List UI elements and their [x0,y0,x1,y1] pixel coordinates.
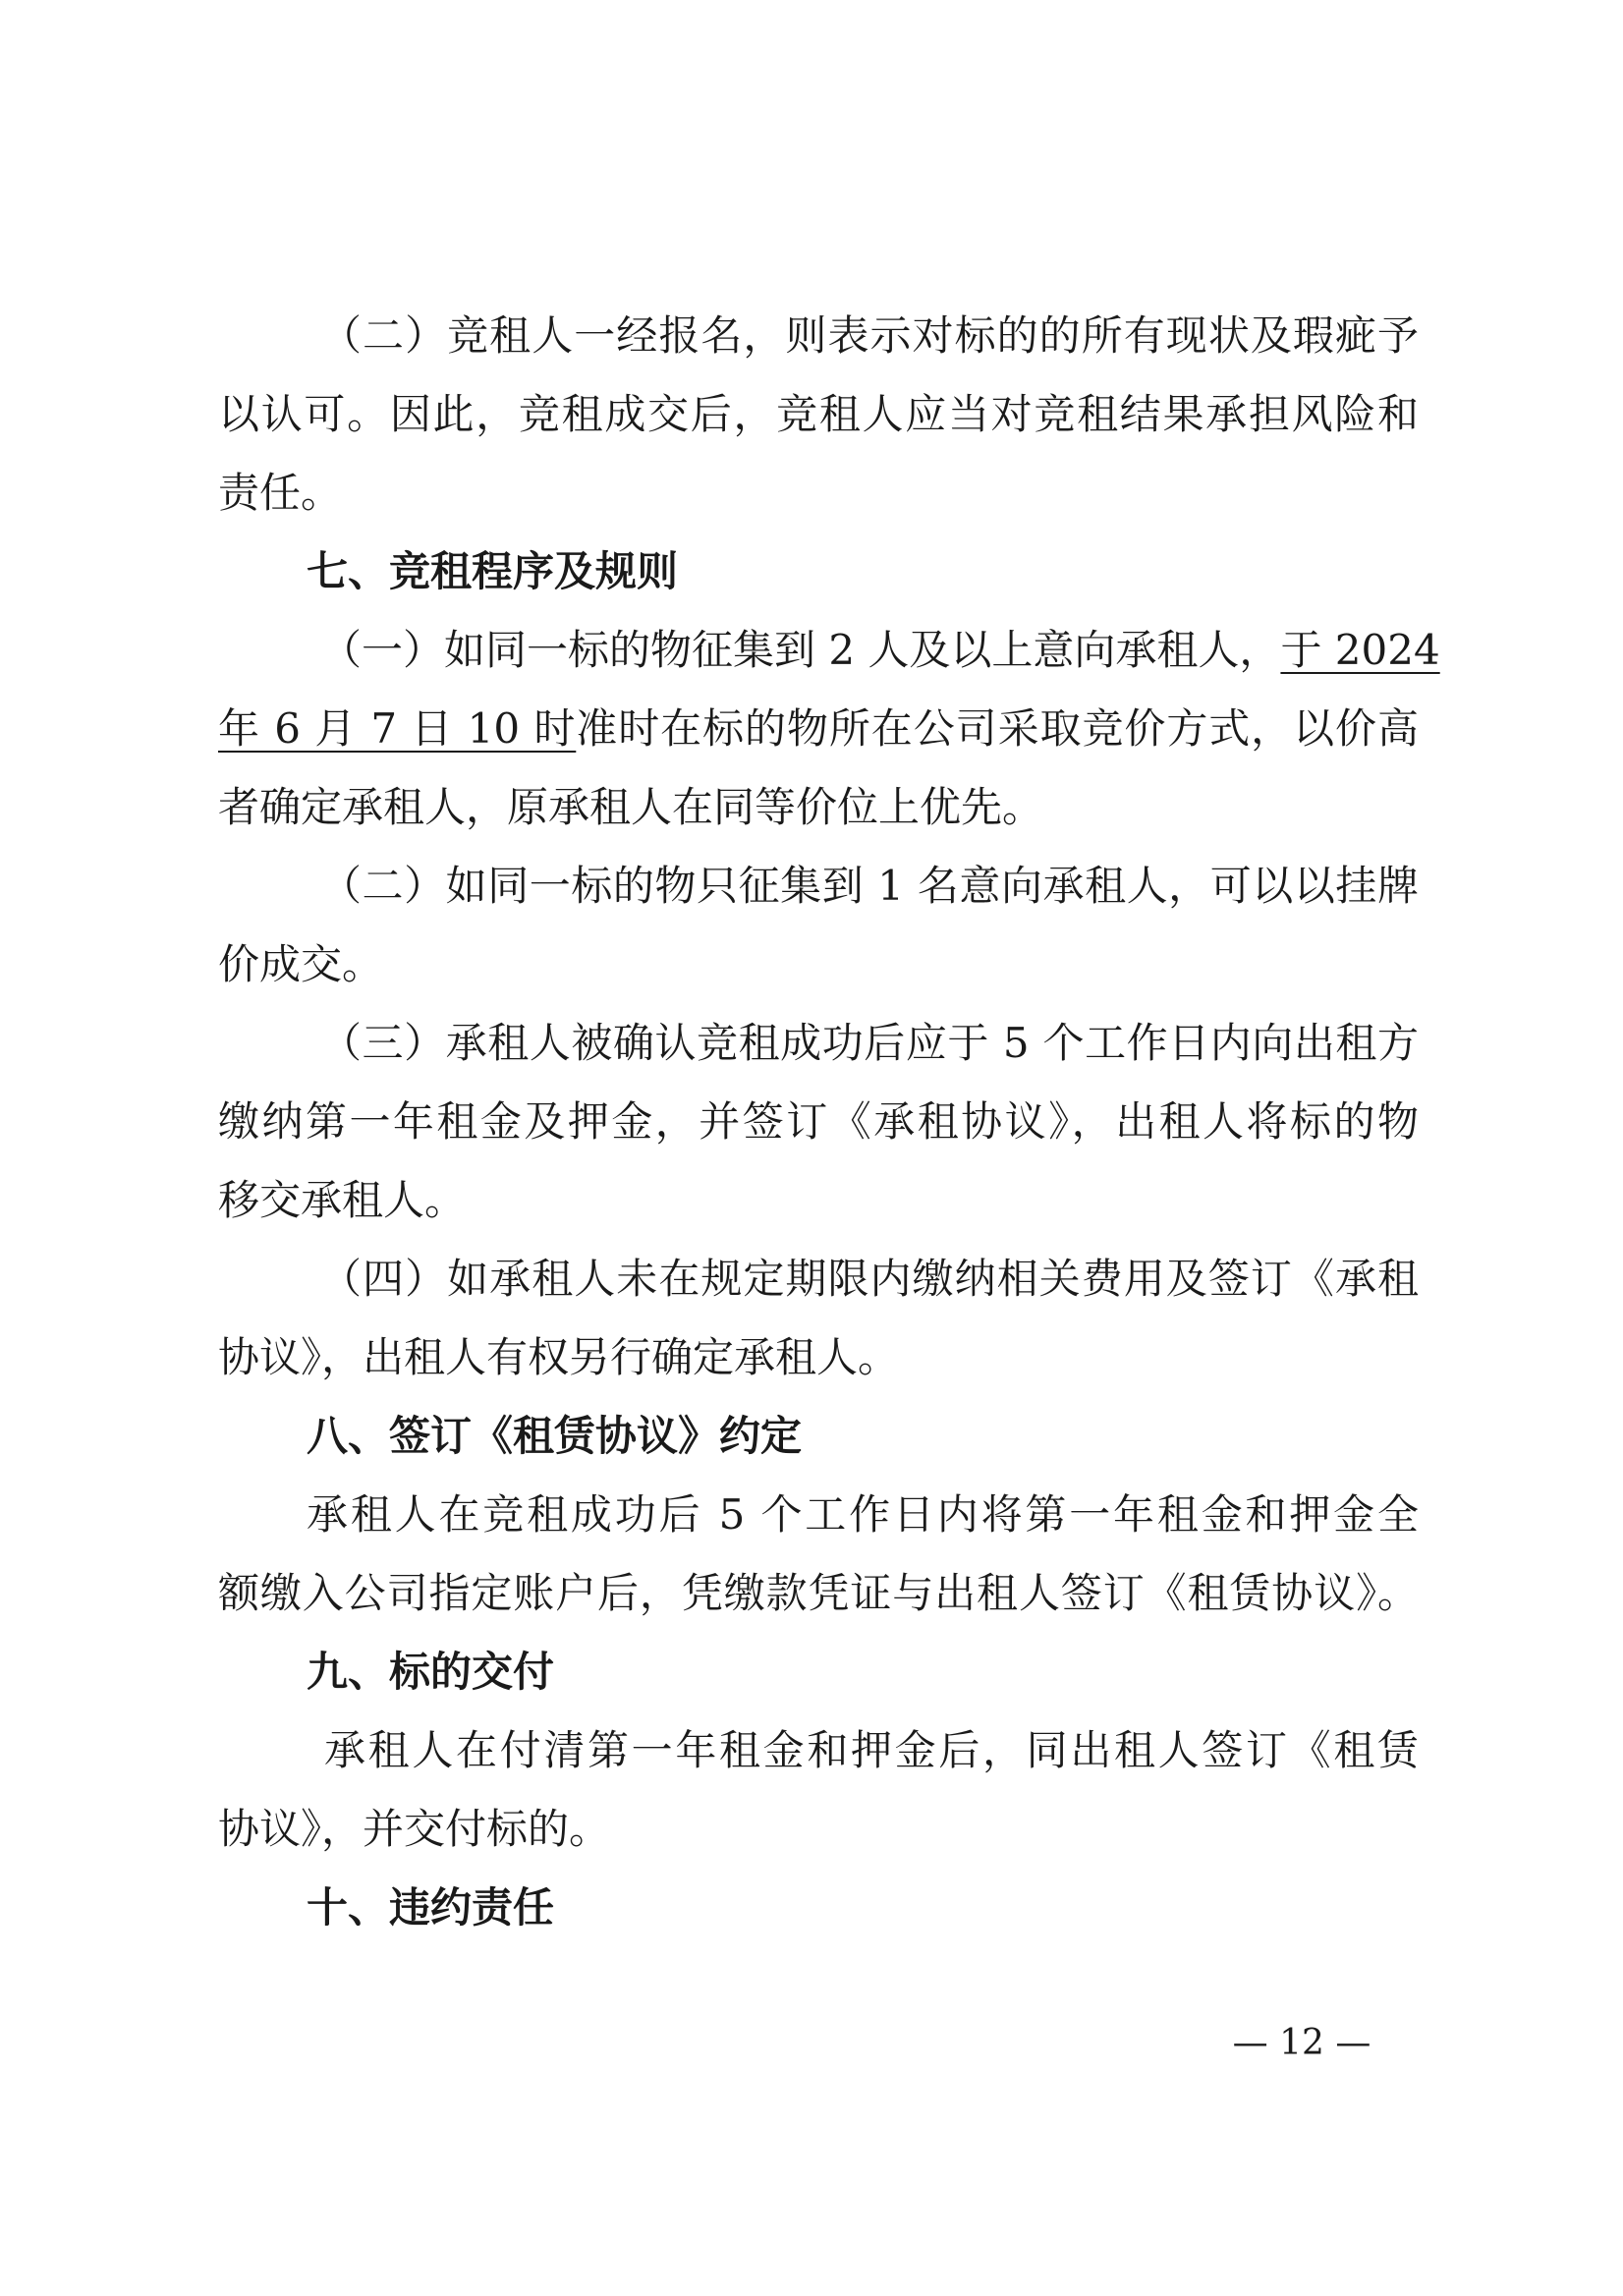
paragraph-line: 额缴入公司指定账户后，凭缴款凭证与出租人签订《租赁协议》。 [218,1569,1419,1617]
paragraph-line: 责任。 [218,469,343,517]
paragraph-line: 承租人在竞租成功后 5 个工作日内将第一年租金和押金全 [307,1490,1419,1539]
paragraph-line: 承租人在付清第一年租金和押金后，同出租人签订《租赁 [324,1726,1419,1774]
paragraph-line: （四）如承租人未在规定期限内缴纳相关费用及签订《承租 [320,1255,1419,1303]
paragraph-line: 协议》，出租人有权另行确定承租人。 [218,1333,900,1381]
paragraph-line: （二）如同一标的物只征集到 1 名意向承租人，可以以挂牌 [320,862,1419,910]
paragraph-line: 缴纳第一年租金及押金，并签订《承租协议》，出租人将标的物 [218,1097,1419,1146]
paragraph-line: 移交承租人。 [218,1176,467,1224]
paragraph-line: 协议》，并交付标的。 [218,1805,611,1853]
paragraph-line: 价成交。 [218,940,384,988]
page-number: — 12 — [1232,2023,1371,2063]
underlined-date-part: 年 6 月 7 日 10 时 [218,704,577,753]
section-heading-7: 七、竞租程序及规则 [307,547,679,595]
paragraph-line: 年 6 月 7 日 10 时准时在标的物所在公司采取竞价方式，以价高 [218,704,1419,753]
underlined-date-part: 于 2024 [1280,626,1440,674]
paragraph-line: （三）承租人被确认竞租成功后应于 5 个工作日内向出租方 [320,1019,1419,1067]
section-heading-8: 八、签订《租赁协议》约定 [307,1412,803,1460]
paragraph-line: 者确定承租人，原承租人在同等价位上优先。 [218,783,1044,831]
paragraph-line: 以认可。因此，竞租成交后，竞租人应当对竞租结果承担风险和 [218,390,1419,438]
section-heading-9: 九、标的交付 [307,1648,555,1696]
section-heading-10: 十、违约责任 [307,1883,555,1932]
paragraph-line: （一）如同一标的物征集到 2 人及以上意向承租人，于 2024 [320,626,1440,674]
paragraph-line: （二）竞租人一经报名，则表示对标的的所有现状及瑕疵予 [320,311,1419,360]
